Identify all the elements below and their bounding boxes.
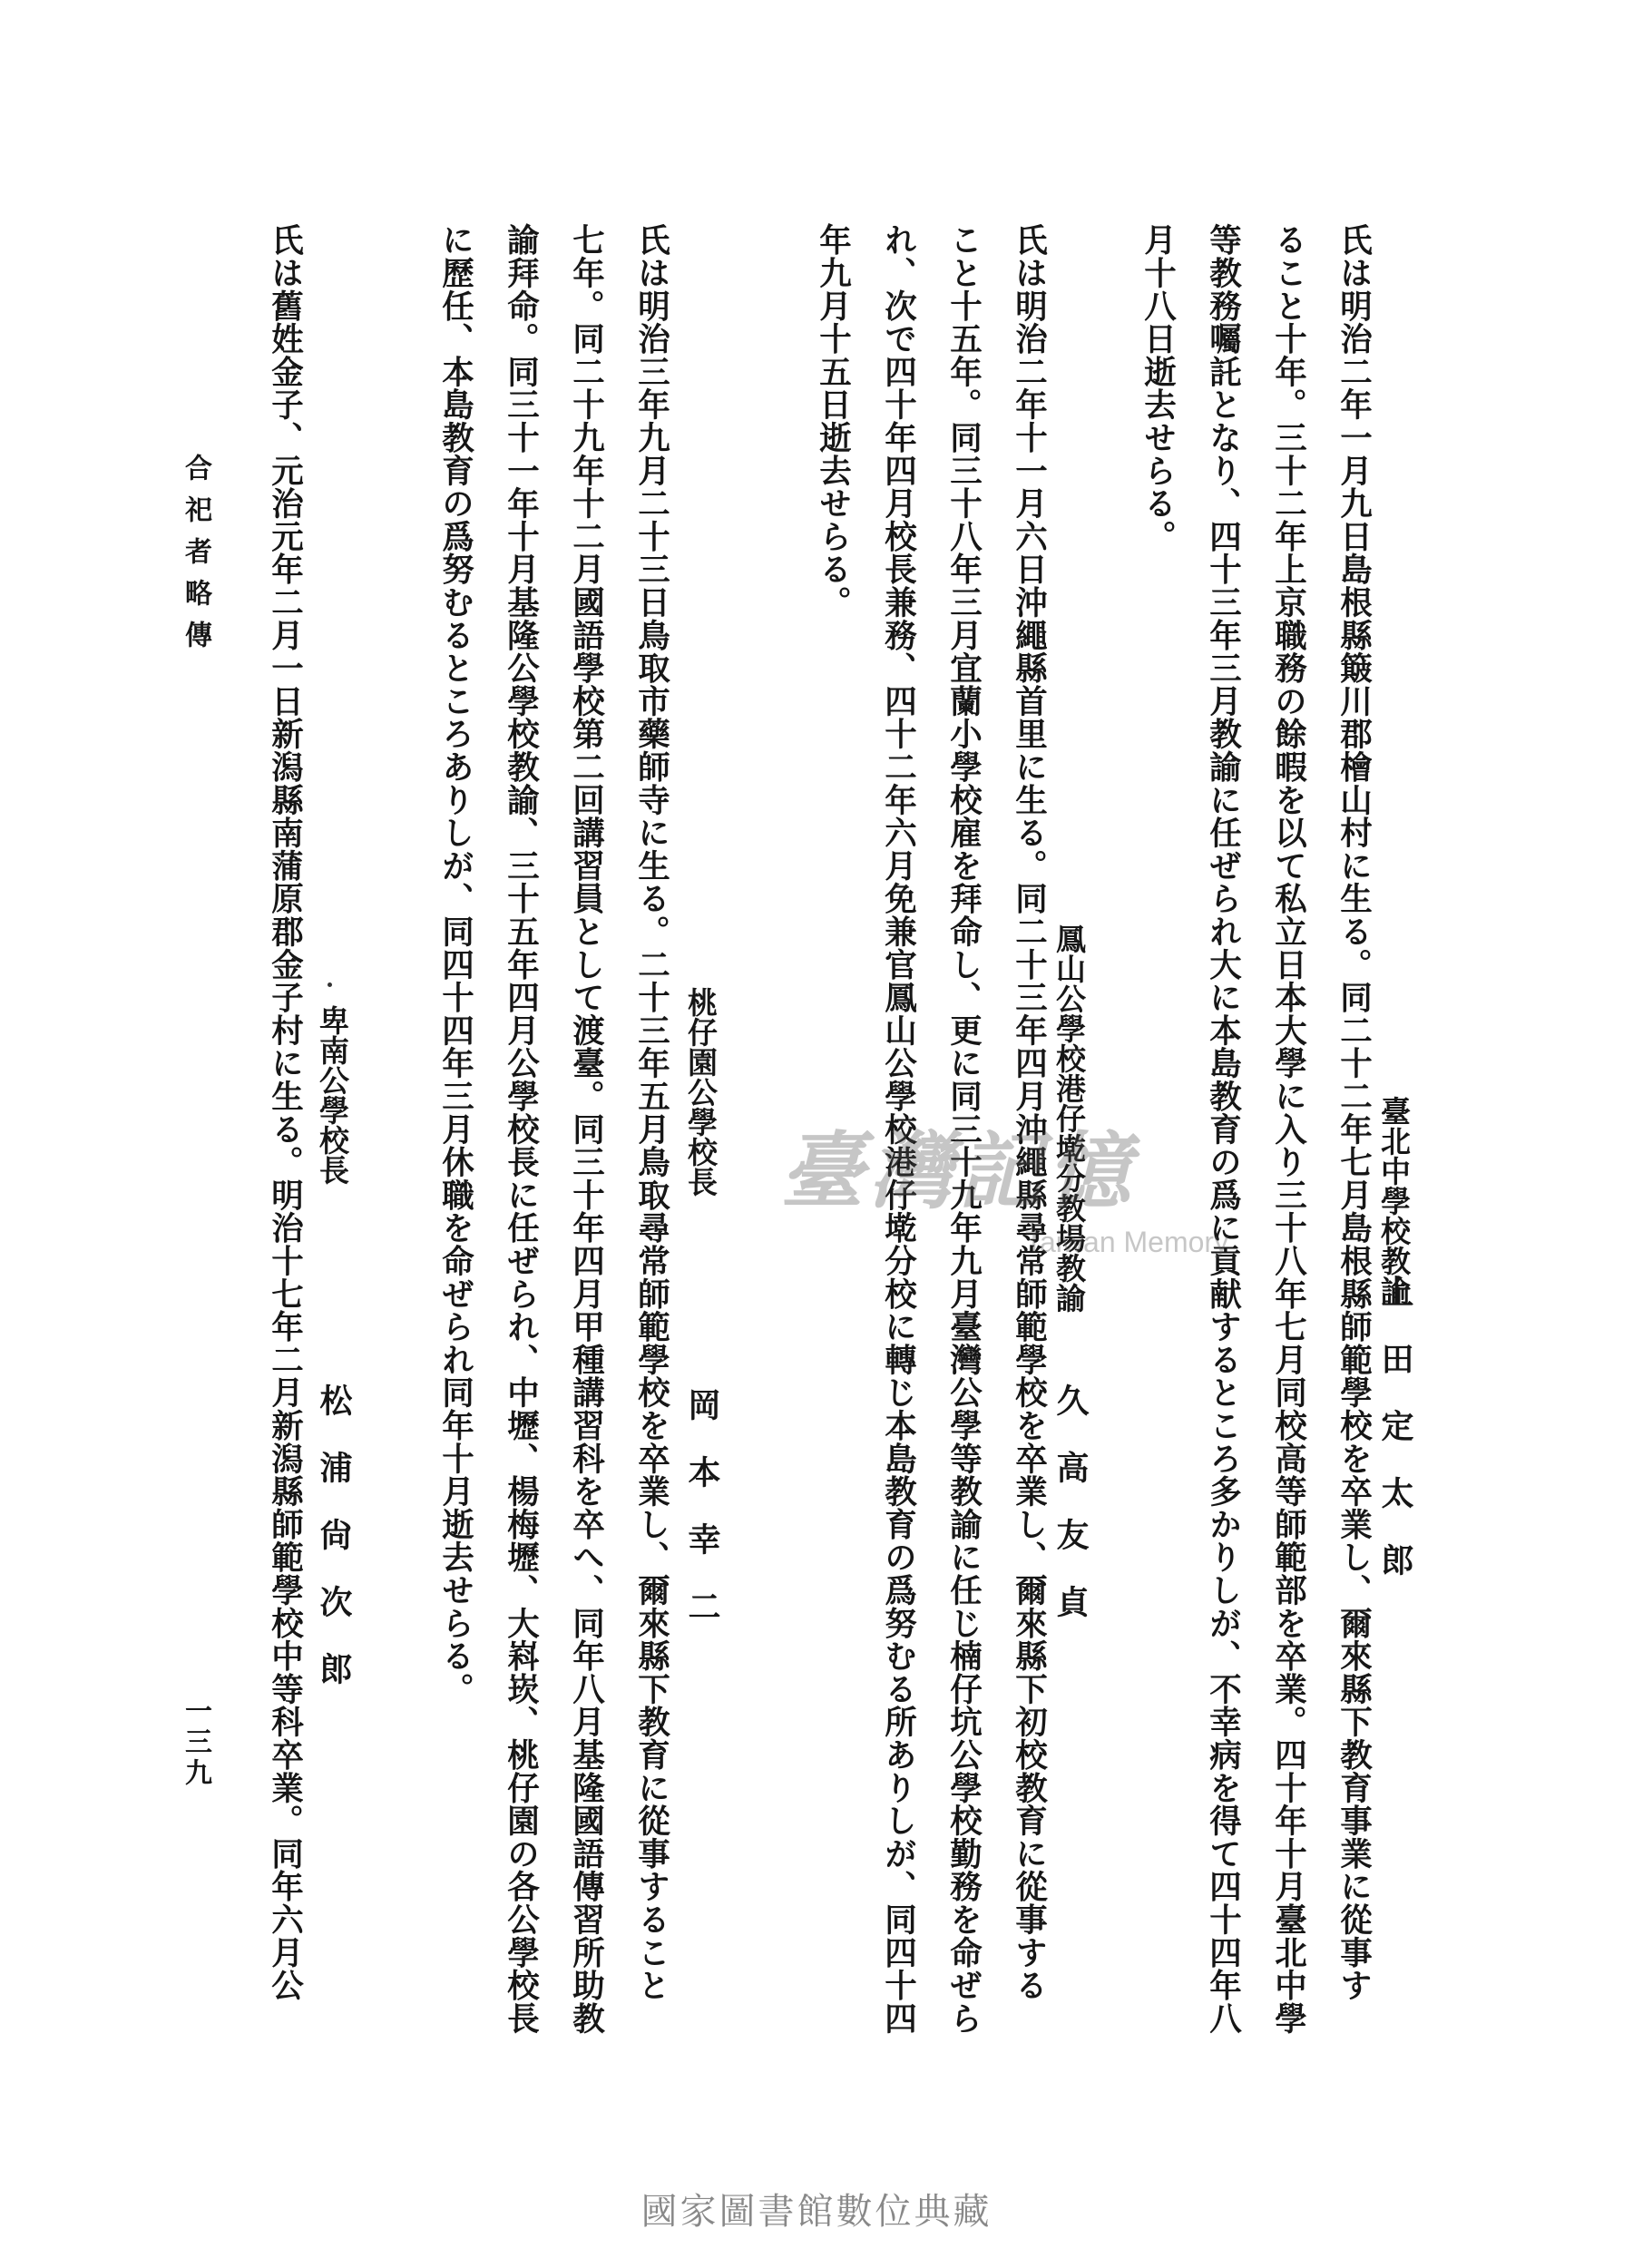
entry-line: こと十五年。同三十八年三月宜蘭小學校雇を拜命し、更に同三十九年九月臺灣公學等教諭に任じ楠仔坑公學校勤務を命ぜら — [944, 223, 983, 2035]
entry-line: ること十年。三十二年上京職務の餘暇を以て私立日本大學に入り三十八年七月同校高等師範部を卒業。四十年十月臺北中學 — [1269, 223, 1307, 2035]
entry-name: 岡本幸二 — [683, 1388, 721, 1657]
entry-line: 氏は舊姓金子、元治元年二月一日新潟縣南蒲原郡金子村に生る。明治十七年二月新潟縣師範學校中等科卒業。同年六月公 — [266, 223, 304, 2002]
entry-line: 氏は明治二年一月九日島根縣簸川郡檜山村に生る。同二十二年七月島根縣師範學校を卒業し、爾來縣下教育事業に從事す — [1335, 223, 1373, 2002]
entry-title: 鳳山公學校港仔墘分教場教諭 — [1051, 924, 1087, 1313]
entry-line: 年九月十五日逝去せらる。 — [814, 223, 852, 619]
watermark-glyphs: 臺灣記憶 — [780, 1122, 1137, 1220]
entry-line: 等教務囑託となり、四十三年三月教諭に任ぜられ大に本島教育の爲に貢献するところ多かりしが、不幸病を得て四十四年八 — [1204, 223, 1242, 2035]
section-title: 合祀者略傳 — [180, 454, 211, 662]
archive-stamp: 國家圖書館數位典藏 — [640, 2191, 993, 2233]
entry-title: 卑南公學校長 — [315, 1005, 350, 1185]
entry-title: 桃仔園公學校長 — [683, 987, 719, 1197]
entry-name: 久高友貞 — [1051, 1383, 1090, 1652]
entry-name: 松浦尙次郎 — [315, 1383, 353, 1719]
entry-line: れ、次で四十年四月校長兼務、四十二年六月免兼官鳳山公學校港仔墘分校に轉じ本島教育の爲努むる所ありしが、同四十四 — [879, 223, 917, 2035]
entry-line: 月十八日逝去せらる。 — [1139, 223, 1177, 552]
entry-line: 氏は明治二年十一月六日沖繩縣首里に生る。同二十三年四月沖繩縣尋常師範學校を卒業し、爾來縣下初校教育に從事する — [1010, 223, 1048, 2002]
entry-line: 氏は明治三年九月二十三日鳥取市藥師寺に生る。二十三年五月鳥取尋常師範學校を卒業し、爾來縣下教育に從事すること — [632, 223, 670, 2002]
watermark-logo — [780, 1122, 1288, 1258]
page-number: 一三九 — [180, 1696, 211, 1789]
entry-title: 臺北中學校教諭 — [1376, 1096, 1412, 1305]
entry-line: に歷任、本島教育の爲努むるところありしが、同四十四年三月休職を命ぜられ同年十月逝去せらる。 — [436, 223, 474, 1706]
entry-name: 上田定太郎 — [1376, 1275, 1414, 1610]
entry-line: 七年。同二十九年十二月國語學校第二回講習員として渡臺。同三十年四月甲種講習科を卒へ、同年八月基隆國語傳習所助教 — [567, 223, 605, 2035]
ink-speck — [328, 982, 332, 987]
watermark-latin: Taiwan Memory — [1025, 1226, 1229, 1258]
entry-line: 諭拜命。同三十一年十月基隆公學校教諭、三十五年四月公學校長に任ぜられ、中壢、楊梅壢、大嵙崁、桃仔園の各公學校長 — [502, 223, 540, 2035]
